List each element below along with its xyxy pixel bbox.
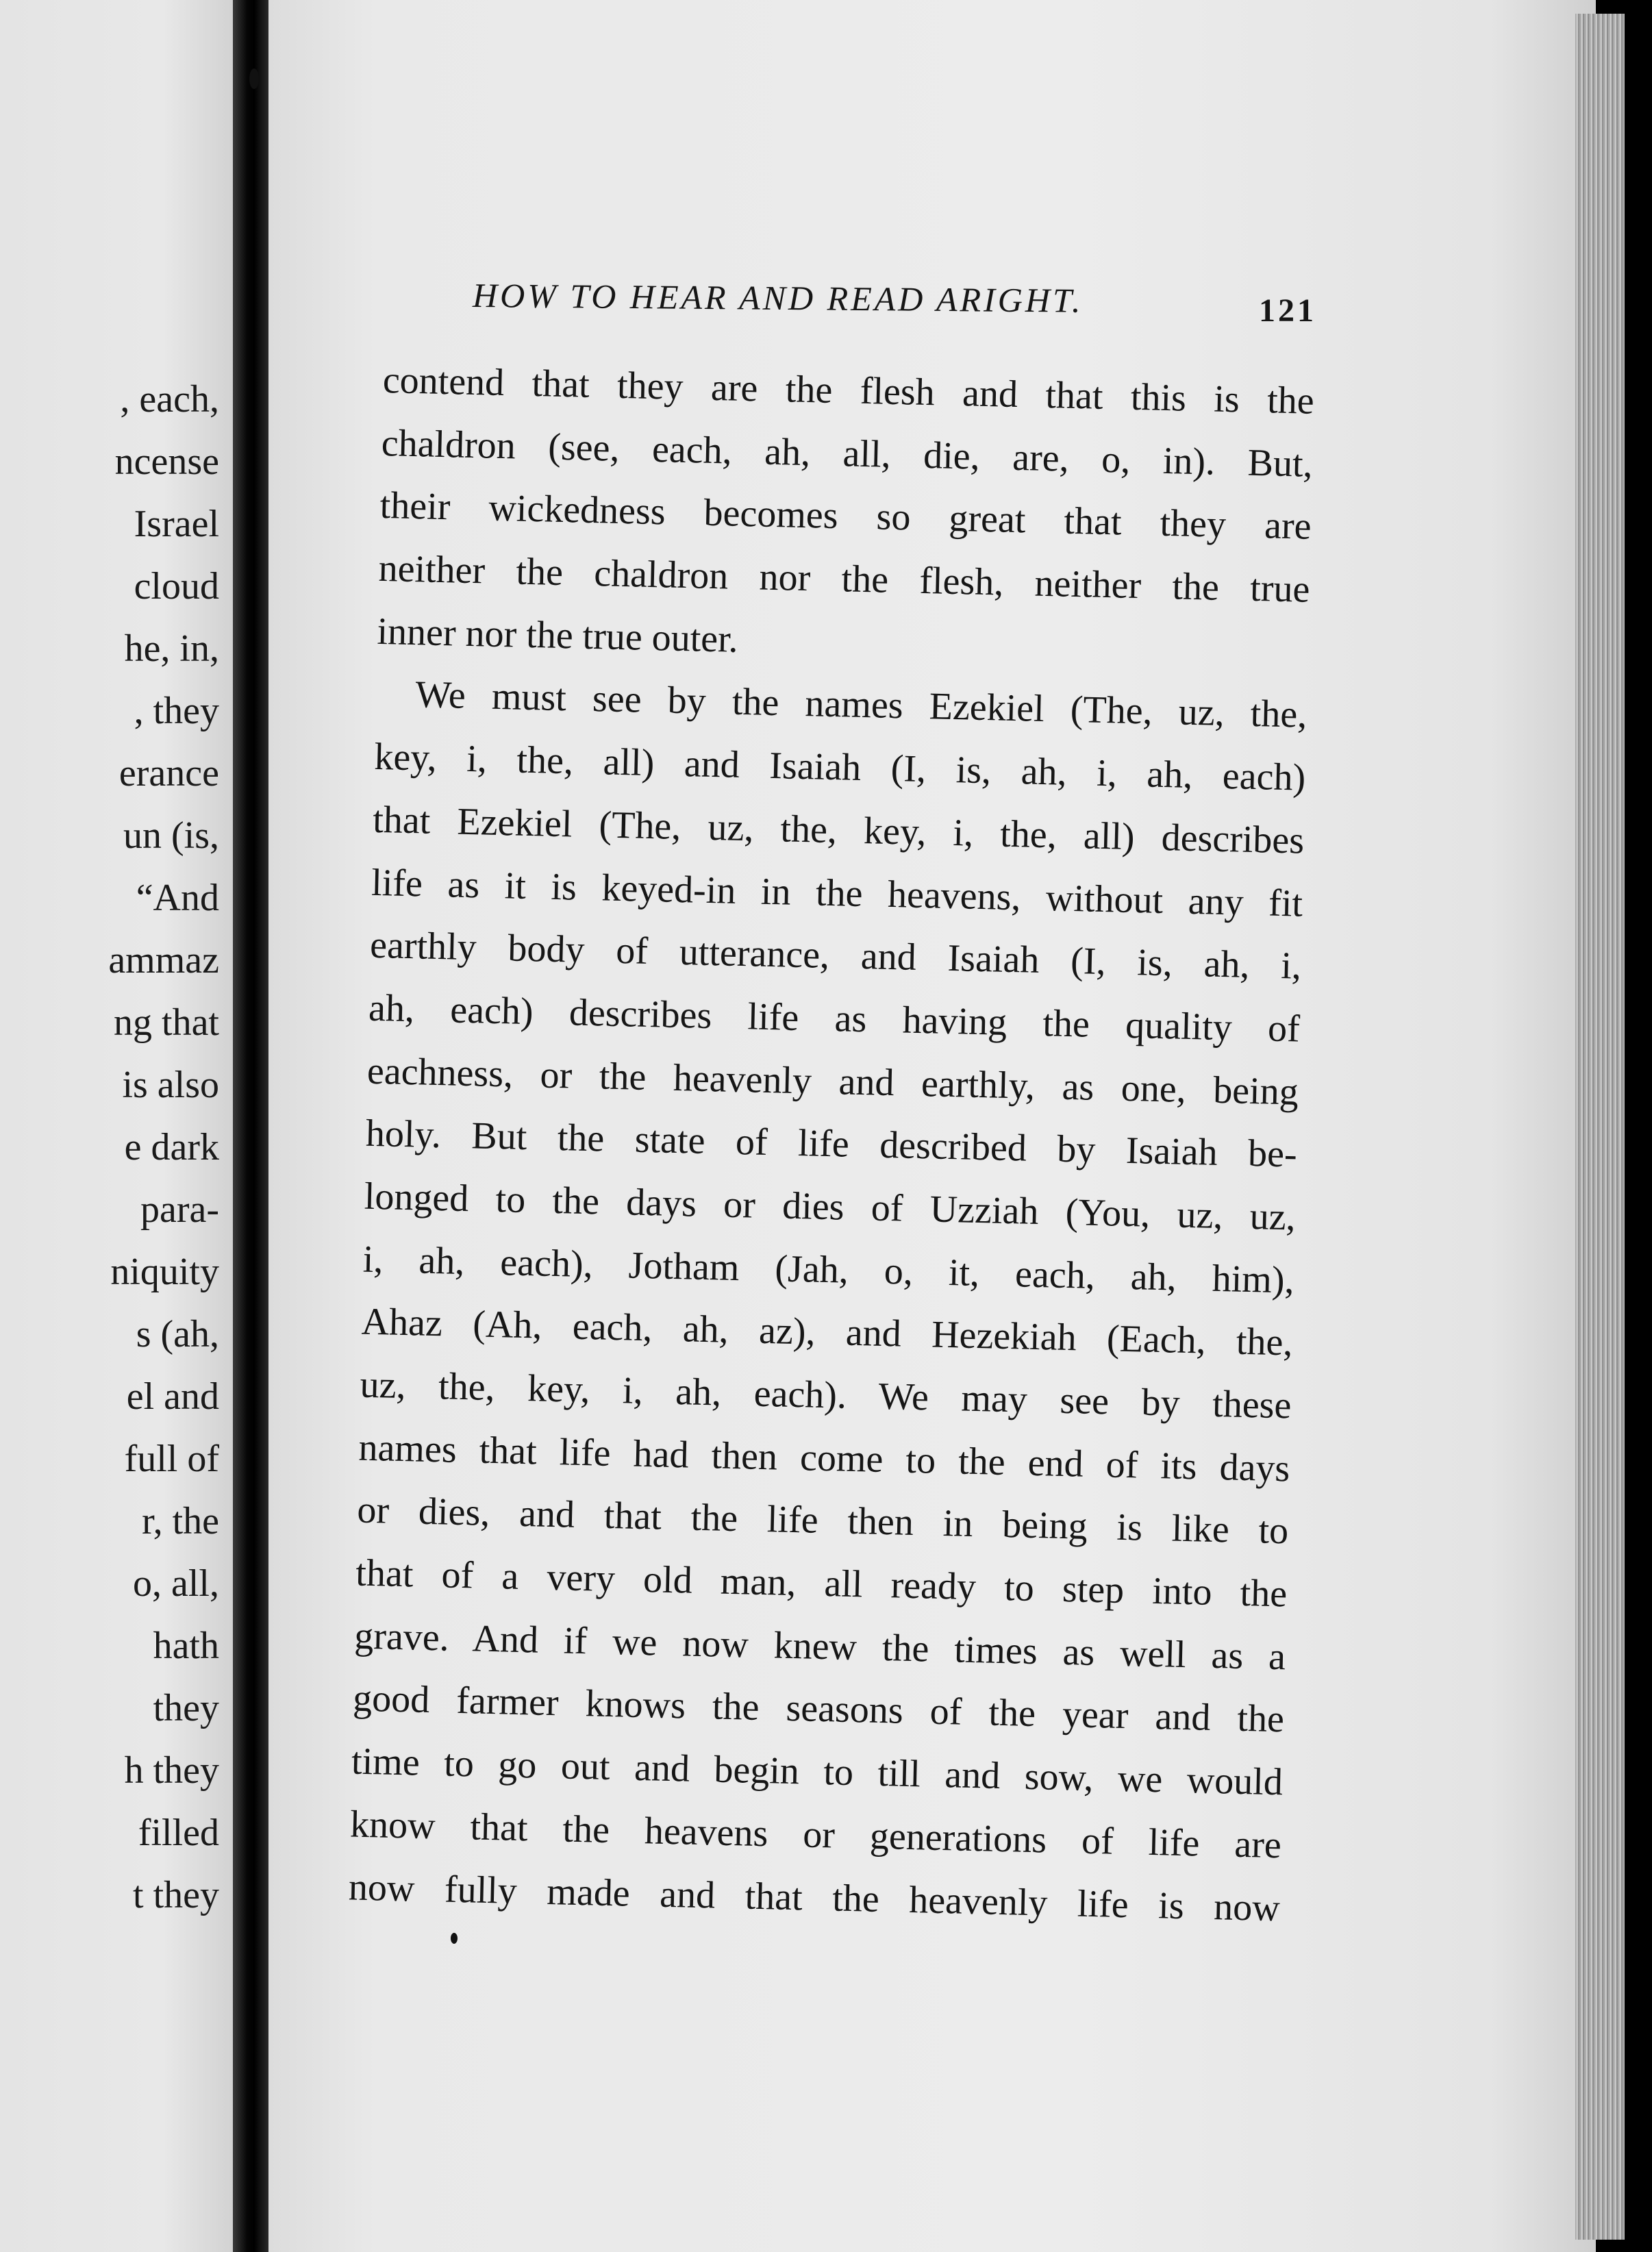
ink-fleck: [249, 68, 259, 89]
left-page-line: they: [153, 1687, 219, 1729]
left-page-line: o, all,: [133, 1562, 219, 1605]
left-page: [0, 0, 233, 2252]
left-page-line: el and: [126, 1375, 219, 1418]
text-line: chaldron (see, each, ah, all, die, are, o, in). But,: [381, 421, 1314, 486]
left-page-line: hath: [153, 1625, 219, 1667]
text-line: Ahaz (Ah, each, ah, az), and Hezekiah (Each, the,: [361, 1300, 1294, 1364]
text-line: earthly body of utterance, and Isaiah (I, is, ah, i,: [369, 923, 1302, 988]
left-page-line: full of: [124, 1438, 219, 1480]
left-page-line: ncense: [114, 440, 219, 483]
text-line: We must see by the names Ezekiel (The, uz, the,: [414, 673, 1307, 737]
text-line: that Ezekiel (The, uz, the, key, i, the, all) describes: [372, 798, 1305, 862]
running-head: HOW TO HEAR AND READ ARIGHT.: [472, 276, 1084, 320]
left-page-line: para-: [140, 1188, 219, 1231]
left-page-line: he, in,: [124, 627, 219, 670]
text-line: key, i, the, all) and Isaiah (I, is, ah, i, ah, each): [373, 735, 1306, 799]
text-line: life as it is keyed-in in the heavens, without any fit: [371, 861, 1303, 925]
text-line: their wickedness becomes so great that they are: [379, 484, 1312, 549]
text-line: names that life had then come to the end of its days: [358, 1426, 1290, 1490]
left-page-line: is also: [122, 1064, 219, 1106]
text-line: eachness, or the heavenly and earthly, as one, being: [366, 1049, 1299, 1114]
left-page-line: filled: [138, 1812, 219, 1854]
left-page-line: ng that: [114, 1001, 219, 1044]
text-line: grave. And if we now knew the times as well as a: [353, 1614, 1286, 1679]
left-page-line: cloud: [134, 565, 219, 608]
text-line: neither the chaldron nor the flesh, neither the true: [378, 547, 1311, 611]
text-line: holy. But the state of life described by Isaiah be-: [365, 1112, 1298, 1176]
text-line: uz, the, key, i, ah, each). We may see by these: [359, 1363, 1292, 1427]
text-line: i, ah, each), Jotham (Jah, o, it, each, ah, him),: [362, 1238, 1295, 1302]
left-page-line: erance: [118, 752, 219, 795]
left-page-line: , they: [134, 690, 219, 732]
left-page-line: “And: [136, 877, 219, 919]
ink-fleck: [451, 1933, 458, 1944]
text-line: time to go out and begin to till and sow, we would: [351, 1740, 1284, 1804]
text-line: good farmer knows the seasons of the year and the: [352, 1677, 1285, 1741]
left-page-line: un (is,: [123, 814, 219, 857]
left-page-line: r, the: [142, 1500, 219, 1542]
page-edges: [1575, 14, 1625, 2240]
text-line: contend that they are the flesh and that this is the: [382, 358, 1315, 423]
scan-border: [1625, 0, 1652, 2252]
text-line: know that the heavens or generations of life are: [349, 1803, 1282, 1867]
text-line: now fully made and that the heavenly life is now: [348, 1865, 1281, 1929]
text-line: or dies, and that the life then in being is like to: [356, 1488, 1289, 1553]
text-line: inner nor the true outer.: [376, 610, 739, 661]
text-line: ah, each) describes life as having the quality of: [368, 986, 1301, 1051]
left-page-line: h they: [124, 1749, 219, 1792]
left-page-line: e dark: [124, 1126, 219, 1168]
left-page-line: t they: [133, 1874, 219, 1916]
left-page-line: s (ah,: [136, 1313, 219, 1355]
page-number: 121: [1259, 292, 1316, 329]
text-line: longed to the days or dies of Uzziah (You, uz, uz,: [364, 1175, 1297, 1239]
left-page-line: ammaz: [108, 939, 219, 981]
left-page-line: , each,: [120, 378, 219, 421]
book-gutter: [233, 0, 268, 2252]
text-line: that of a very old man, all ready to step into the: [355, 1551, 1288, 1616]
left-page-line: niquity: [110, 1251, 219, 1293]
body-text: [348, 349, 1315, 1940]
left-page-line: Israel: [134, 503, 219, 545]
